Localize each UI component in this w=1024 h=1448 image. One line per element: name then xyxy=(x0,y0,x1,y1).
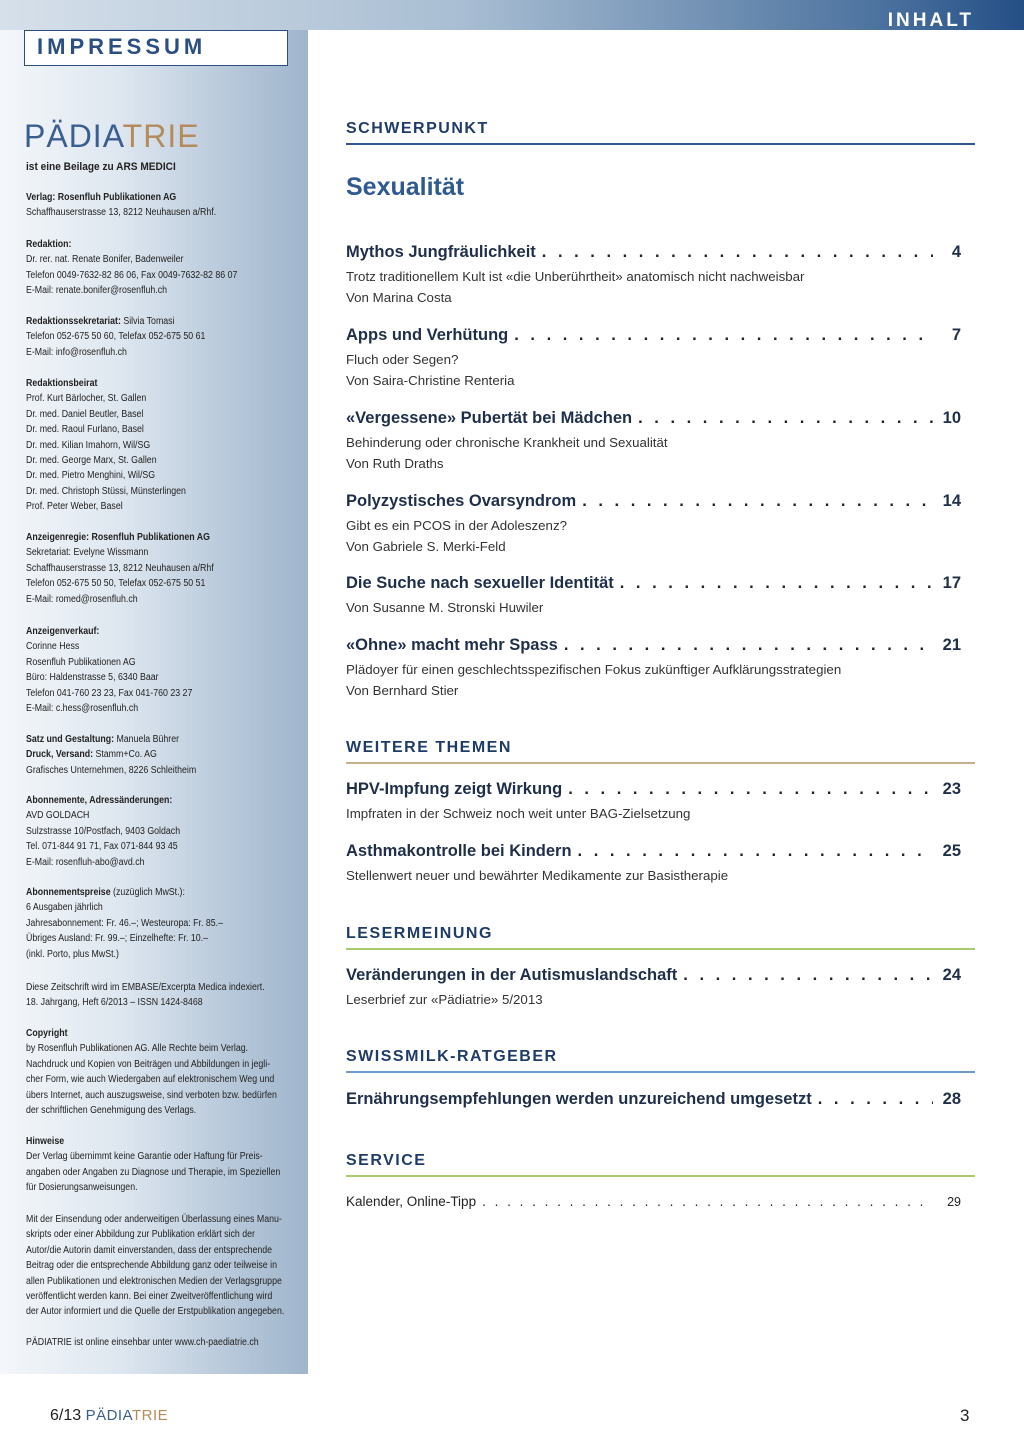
impressum-line xyxy=(26,268,281,283)
toc-entry-page: 24 xyxy=(942,966,961,984)
impressum-value: Dr. med. George Marx, St. Gallen xyxy=(26,455,157,467)
impressum-line xyxy=(26,530,281,545)
dot-leader xyxy=(578,842,933,861)
toc-entry-page: 17 xyxy=(942,574,961,592)
toc-entry-row xyxy=(346,636,961,655)
impressum-title: IMPRESSUM xyxy=(37,34,207,59)
impressum-label: Verlag: Rosenfluh Publikationen AG xyxy=(26,192,177,203)
paediatrie-logo xyxy=(24,118,200,155)
impressum-block xyxy=(26,376,281,515)
impressum-line xyxy=(26,1057,281,1072)
impressum-line xyxy=(26,763,281,778)
dot-leader xyxy=(542,243,933,262)
toc-entry-row xyxy=(346,492,961,511)
impressum-value: Schaffhauserstrasse 13, 8212 Neuhausen a/Rhf. xyxy=(26,207,217,219)
dot-leader xyxy=(564,636,933,655)
dot-leader xyxy=(638,409,933,428)
toc-entry-title: Mythos Jungfräulichkeit xyxy=(346,243,536,261)
section-weitere-themen: WEITERE THEMEN xyxy=(346,739,975,764)
toc-entry-subtitle: Plädoyer für einen geschlechtsspezifischen Fokus zukünftiger Aufklärungsstrategien xyxy=(346,662,842,677)
toc-entry[interactable] xyxy=(346,492,961,557)
impressum-value: E-Mail: info@rosenfluh.ch xyxy=(26,346,127,358)
impressum-label: Redaktionsbeirat xyxy=(26,378,98,389)
impressum-line xyxy=(26,314,281,329)
toc-entry-subtitle: Gibt es ein PCOS in der Adoleszenz? xyxy=(346,518,567,533)
toc-entry-row xyxy=(346,574,961,593)
footer-brand-part-2: TRIE xyxy=(132,1407,169,1424)
impressum-value: PÄDIATRIE ist online einsehbar unter www.ch-paediatrie.ch xyxy=(26,1337,259,1348)
impressum-value: angaben oder Angaben zu Diagnose und Therapie, im Speziellen xyxy=(26,1166,281,1178)
toc-entry-page: 10 xyxy=(942,409,961,427)
impressum-line xyxy=(26,839,281,854)
toc-entry-author: Von Marina Costa xyxy=(346,290,452,305)
impressum-line xyxy=(26,1258,281,1273)
impressum-value: Sulzstrasse 10/Postfach, 9403 Goldach xyxy=(26,825,181,837)
impressum-block xyxy=(26,732,281,778)
impressum-line xyxy=(26,237,281,252)
impressum-value: (zuzüglich MwSt.): xyxy=(110,887,185,898)
impressum-value: übers Internet, auch auszugsweise, sind verboten bzw. bedürfen xyxy=(26,1089,277,1101)
impressum-line xyxy=(26,1180,281,1195)
impressum-value: E-Mail: c.hess@rosenfluh.ch xyxy=(26,703,139,715)
impressum-line xyxy=(26,900,281,915)
impressum-line xyxy=(26,1103,281,1118)
impressum-value: Beitrag oder die entsprechende Abbildung ganz oder teilweise in xyxy=(26,1260,277,1272)
toc-entry-title: HPV-Impfung zeigt Wirkung xyxy=(346,780,563,798)
toc-entry[interactable] xyxy=(346,1090,961,1109)
toc-entry-subtitle: Impfraten in der Schweiz noch weit unter BAG-Zielsetzung xyxy=(346,806,691,821)
impressum-value: skripts oder einer Abbildung zur Publikation erklärt sich der xyxy=(26,1229,255,1241)
impressum-line xyxy=(26,1289,281,1304)
impressum-label: Copyright xyxy=(26,1028,68,1039)
footer-brand xyxy=(86,1407,169,1424)
impressum-line xyxy=(26,499,281,514)
impressum-block xyxy=(26,237,281,299)
impressum-label: Hinweise xyxy=(26,1136,65,1147)
impressum-line xyxy=(26,1165,281,1180)
impressum-line xyxy=(26,453,281,468)
toc-entry-title: Apps und Verhütung xyxy=(346,326,509,344)
impressum-value: Silvia Tomasi xyxy=(120,316,175,327)
impressum-value: cher Form, wie auch Wiedergaben auf elektronischem Weg und xyxy=(26,1074,275,1086)
toc-entry-subtitle: Trotz traditionellem Kult ist «die Unberührtheit» anatomisch nicht nachweisbar xyxy=(346,269,805,284)
impressum-value: Dr. med. Pietro Menghini, Wil/SG xyxy=(26,470,156,482)
focus-topic-title: Sexualität xyxy=(346,173,465,201)
impressum-value: E-Mail: romed@rosenfluh.ch xyxy=(26,593,138,605)
toc-entry-subtitle: Fluch oder Segen? xyxy=(346,352,459,367)
impressum-value: Tel. 071-844 91 71, Fax 071-844 93 45 xyxy=(26,841,178,853)
impressum-label: Abonnemente, Adressänderungen: xyxy=(26,795,173,806)
dot-leader xyxy=(514,326,933,345)
toc-entry[interactable] xyxy=(346,326,961,391)
impressum-line xyxy=(26,1072,281,1087)
impressum-value: Dr. med. Raoul Furlano, Basel xyxy=(26,424,144,436)
impressum-line xyxy=(26,1026,281,1041)
section-schwerpunkt: SCHWERPUNKT xyxy=(346,120,975,145)
impressum-line xyxy=(26,345,281,360)
impressum-value: E-Mail: renate.bonifer@rosenfluh.ch xyxy=(26,285,168,297)
toc-entry-author: Von Susanne M. Stronski Huwiler xyxy=(346,600,544,615)
impressum-value: Telefon 052-675 50 60, Telefax 052-675 50 61 xyxy=(26,331,206,343)
impressum-line xyxy=(26,205,281,220)
toc-entry-page: 28 xyxy=(942,1090,961,1108)
toc-entry[interactable] xyxy=(346,574,961,618)
impressum-block xyxy=(26,530,281,607)
impressum-line xyxy=(26,1335,281,1350)
toc-entry-row xyxy=(346,243,961,262)
toc-entry-page: 23 xyxy=(942,780,961,798)
impressum-line xyxy=(26,545,281,560)
impressum-line xyxy=(26,1304,285,1319)
toc-entry-subtitle: Stellenwert neuer und bewährter Medikamente zur Basistherapie xyxy=(346,868,729,883)
impressum-block xyxy=(26,793,281,870)
impressum-line xyxy=(26,793,281,808)
impressum-value: 6 Ausgaben jährlich xyxy=(26,902,103,914)
impressum-line xyxy=(26,916,281,931)
impressum-block xyxy=(26,980,281,1011)
impressum-line xyxy=(26,438,281,453)
impressum-block xyxy=(26,314,281,360)
impressum-line xyxy=(26,624,281,639)
toc-entry-author: Von Bernhard Stier xyxy=(346,683,459,698)
toc-entry-title: Kalender, Online-Tipp xyxy=(346,1194,477,1209)
impressum-label: Redaktionssekretariat: xyxy=(26,316,121,327)
toc-entry[interactable] xyxy=(346,1194,961,1209)
impressum-value: Dr. med. Daniel Beutler, Basel xyxy=(26,408,144,420)
dot-leader xyxy=(683,966,933,985)
toc-entry-row xyxy=(346,1194,961,1209)
toc-entry[interactable] xyxy=(346,409,961,474)
impressum-value: für Dosierungsanweisungen. xyxy=(26,1182,138,1194)
impressum-value: allen Publikationen und elektronischen Medien der Verlagsgruppe xyxy=(26,1275,282,1287)
impressum-line xyxy=(26,639,281,654)
impressum-line xyxy=(26,391,281,406)
impressum-value: Rosenfluh Publikationen AG xyxy=(26,656,136,668)
supplement-note: ist eine Beilage zu ARS MEDICI xyxy=(26,161,176,173)
toc-entry-page: 4 xyxy=(951,243,961,261)
impressum-value: Nachdruck und Kopien von Beiträgen und Abbildungen in jegli- xyxy=(26,1058,271,1070)
toc-entry-page: 14 xyxy=(942,492,961,510)
section-label: INHALT xyxy=(887,10,974,31)
impressum-label: Redaktion: xyxy=(26,239,72,250)
impressum-value: Sekretariat: Evelyne Wissmann xyxy=(26,547,149,559)
toc-entry[interactable] xyxy=(346,780,961,824)
impressum-line xyxy=(26,592,281,607)
impressum-value: Telefon 041-760 23 23, Fax 041-760 23 27 xyxy=(26,687,193,699)
top-banner xyxy=(0,0,1024,30)
impressum-line xyxy=(26,561,281,576)
toc-entry[interactable] xyxy=(346,842,961,886)
toc-entry-subtitle: Leserbrief zur «Pädiatrie» 5/2013 xyxy=(346,992,543,1007)
toc-entry-page: 25 xyxy=(942,842,961,860)
impressum-value: by Rosenfluh Publikationen AG. Alle Rechte beim Verlag. xyxy=(26,1043,249,1055)
impressum-block xyxy=(26,1134,281,1196)
impressum-line xyxy=(26,995,281,1010)
impressum-value: 18. Jahrgang, Heft 6/2013 – ISSN 1424-8468 xyxy=(26,997,203,1009)
toc-entry-page: 7 xyxy=(951,326,961,344)
impressum-line xyxy=(26,824,281,839)
toc-entry-title: Die Suche nach sexueller Identität xyxy=(346,574,614,592)
impressum-value: AVD GOLDACH xyxy=(26,810,90,822)
toc-entry-title: Ernährungsempfehlungen werden unzureichend umgesetzt xyxy=(346,1090,812,1108)
dot-leader xyxy=(582,492,933,511)
logo-part-2: TRIE xyxy=(122,118,200,154)
impressum-value: Diese Zeitschrift wird im EMBASE/Excerpta Medica indexiert. xyxy=(26,982,265,993)
toc-entry-title: «Ohne» macht mehr Spass xyxy=(346,636,558,654)
dot-leader xyxy=(482,1194,933,1209)
toc-entry[interactable] xyxy=(346,966,961,1010)
toc-entry-title: Veränderungen in der Autismuslandschaft xyxy=(346,966,678,984)
impressum-value: Stamm+Co. AG xyxy=(93,749,157,761)
impressum-line xyxy=(26,947,281,962)
issue-number: 6/13 xyxy=(50,1407,82,1424)
toc-entry-title: «Vergessene» Pubertät bei Mädchen xyxy=(346,409,633,427)
impressum-value: Corinne Hess xyxy=(26,641,80,653)
impressum-line xyxy=(26,190,281,205)
impressum-value: Telefon 052-675 50 50, Telefax 052-675 50 51 xyxy=(26,578,206,590)
toc-entry-row xyxy=(346,966,961,985)
impressum-value: Der Verlag übernimmt keine Garantie oder Haftung für Preis- xyxy=(26,1151,263,1163)
dot-leader xyxy=(620,574,933,593)
impressum-line xyxy=(26,1149,281,1164)
footer-issue xyxy=(50,1407,168,1425)
page-number: 3 xyxy=(960,1406,970,1425)
impressum-value: Jahresabonnement: Fr. 46.–; Westeuropa: Fr. 85.– xyxy=(26,917,223,929)
impressum-value: Schaffhauserstrasse 13, 8212 Neuhausen a/Rhf xyxy=(26,562,214,574)
impressum-line xyxy=(26,329,281,344)
impressum-value: Dr. med. Kilian Imahorn, Wil/SG xyxy=(26,439,151,451)
section-swissmilk-ratgeber: SWISSMILK-RATGEBER xyxy=(346,1048,975,1073)
impressum-line xyxy=(26,980,281,995)
toc-entry[interactable] xyxy=(346,243,961,308)
footer-brand-part-1: PÄDIA xyxy=(85,1407,132,1424)
impressum-value: Übriges Ausland: Fr. 99.–; Einzelhefte: Fr. 10.– xyxy=(26,933,208,945)
impressum-block xyxy=(26,1212,285,1320)
toc-entry-author: Von Ruth Draths xyxy=(346,456,444,471)
toc-entry-row xyxy=(346,1090,961,1109)
impressum-block xyxy=(26,1026,281,1118)
impressum-line xyxy=(26,808,281,823)
impressum-line xyxy=(26,931,281,946)
impressum-value: Telefon 0049-7632-82 86 06, Fax 0049-7632-82 86 07 xyxy=(26,269,238,281)
impressum-value: Mit der Einsendung oder anderweitigen Überlassung eines Manu- xyxy=(26,1214,282,1225)
impressum-line xyxy=(26,376,281,391)
impressum-line xyxy=(26,1227,281,1242)
toc-entry-subtitle: Behinderung oder chronische Krankheit und Sexualität xyxy=(346,435,668,450)
impressum-value: veröffentlicht werden kann. Bei einer Zweitveröffentlichung wird xyxy=(26,1291,273,1303)
toc-entry-row xyxy=(346,780,961,799)
impressum-line xyxy=(26,670,281,685)
toc-entry-author: Von Gabriele S. Merki-Feld xyxy=(346,539,506,554)
impressum-block xyxy=(26,885,281,962)
logo-part-1: PÄDIA xyxy=(24,118,123,154)
impressum-block xyxy=(26,624,281,716)
dot-leader xyxy=(568,780,933,799)
impressum-value: der schriftlichen Genehmigung des Verlags. xyxy=(26,1105,197,1117)
impressum-line xyxy=(26,732,281,747)
impressum-line xyxy=(26,422,281,437)
impressum-line xyxy=(26,747,281,762)
impressum-line xyxy=(26,855,281,870)
impressum-line xyxy=(26,885,281,900)
impressum-value: Grafisches Unternehmen, 8226 Schleitheim xyxy=(26,764,197,776)
impressum-line xyxy=(26,468,281,483)
impressum-block xyxy=(26,1335,281,1350)
impressum-label: Satz und Gestaltung: xyxy=(26,734,114,745)
impressum-line xyxy=(26,252,281,267)
impressum-line xyxy=(26,686,281,701)
toc-entry-title: Asthmakontrolle bei Kindern xyxy=(346,842,572,860)
toc-entry[interactable] xyxy=(346,636,961,701)
impressum-line xyxy=(26,484,281,499)
impressum-line xyxy=(26,655,281,670)
impressum-label: Anzeigenregie: Rosenfluh Publikationen AG xyxy=(26,532,211,543)
impressum-line xyxy=(26,1088,281,1103)
impressum-line xyxy=(26,701,281,716)
impressum-line xyxy=(26,1041,281,1056)
impressum-value: der Autor informiert und die Quelle der Erstpublikation angegeben. xyxy=(26,1306,285,1318)
impressum-value: Prof. Kurt Bärlocher, St. Gallen xyxy=(26,393,147,405)
impressum-line xyxy=(26,1243,281,1258)
impressum-line xyxy=(26,576,281,591)
impressum-value: Autor/die Autorin damit einverstanden, dass der entsprechende xyxy=(26,1244,273,1256)
toc-entry-row xyxy=(346,326,961,345)
impressum-value: Dr. med. Christoph Stüssi, Münsterlingen xyxy=(26,485,186,497)
impressum-line xyxy=(26,1134,281,1149)
impressum-block xyxy=(26,190,281,221)
toc-entry-author: Von Saira-Christine Renteria xyxy=(346,373,515,388)
impressum-line xyxy=(26,1274,281,1289)
toc-entry-page: 21 xyxy=(942,636,961,654)
impressum-value: Manuela Bührer xyxy=(114,734,180,745)
dot-leader xyxy=(818,1090,933,1109)
toc-entry-row xyxy=(346,409,961,428)
impressum-value: Büro: Haldenstrasse 5, 6340 Baar xyxy=(26,672,159,684)
impressum-line xyxy=(26,283,281,298)
toc-entry-page: 29 xyxy=(947,1195,961,1209)
toc-entry-title: Polyzystisches Ovarsyndrom xyxy=(346,492,577,510)
impressum-value: Dr. rer. nat. Renate Bonifer, Badenweiler xyxy=(26,254,184,266)
impressum-title-box xyxy=(24,30,288,66)
section-service: SERVICE xyxy=(346,1152,975,1177)
impressum-label: Abonnementspreise xyxy=(26,887,111,898)
impressum-value: (inkl. Porto, plus MwSt.) xyxy=(26,948,119,960)
section-lesermeinung: LESERMEINUNG xyxy=(346,925,975,950)
impressum-value: E-Mail: rosenfluh-abo@avd.ch xyxy=(26,856,145,868)
impressum-line xyxy=(26,1212,281,1227)
impressum-label: Anzeigenverkauf: xyxy=(26,626,100,637)
impressum-label: Druck, Versand: xyxy=(26,749,94,761)
toc-entry-row xyxy=(346,842,961,861)
impressum-line xyxy=(26,407,281,422)
impressum-value: Prof. Peter Weber, Basel xyxy=(26,501,123,513)
